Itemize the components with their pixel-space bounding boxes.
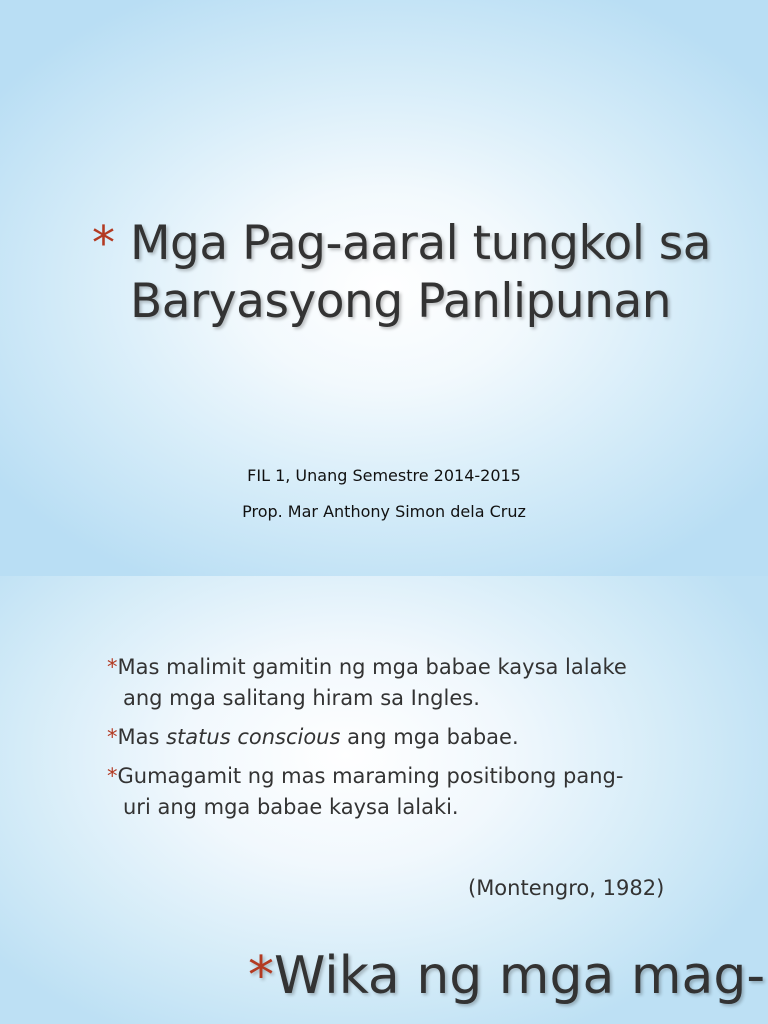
bullet-text-prefix: Mas xyxy=(117,725,167,749)
title-bullet-star: * xyxy=(92,216,115,270)
bullet-text-continued: ang mga salitang hiram sa Ingles. xyxy=(123,686,480,710)
title-line-1: Mga Pag-aaral tungkol sa xyxy=(130,216,712,271)
bullet-item xyxy=(107,761,707,823)
bullet-item xyxy=(107,652,707,714)
bullet-item xyxy=(107,722,707,753)
bullet-text-suffix: ang mga babae. xyxy=(340,725,519,749)
title-bullet-star: * xyxy=(248,946,274,1006)
bullet-text: Mas malimit gamitin ng mga babae kaysa lalake xyxy=(117,655,627,679)
bullet-text: Gumagamit ng mas maraming positibong pang- xyxy=(117,764,624,788)
bullet-star: * xyxy=(107,655,118,679)
title-line-2: Baryasyong Panlipunan xyxy=(130,274,672,329)
bullet-emphasis: status conscious xyxy=(166,725,341,749)
next-slide-title-text: Wika ng mga mag- xyxy=(274,946,766,1006)
bullet-star: * xyxy=(107,764,118,788)
bullet-star: * xyxy=(107,725,118,749)
citation: (Montengro, 1982) xyxy=(468,876,665,900)
course-subtitle: FIL 1, Unang Semestre 2014-2015 xyxy=(247,466,521,485)
next-slide-title xyxy=(248,946,765,1006)
slide-content xyxy=(0,576,768,1024)
bullet-text-continued: uri ang mga babae kaysa lalaki. xyxy=(123,795,459,819)
professor-subtitle: Prop. Mar Anthony Simon dela Cruz xyxy=(242,502,526,521)
